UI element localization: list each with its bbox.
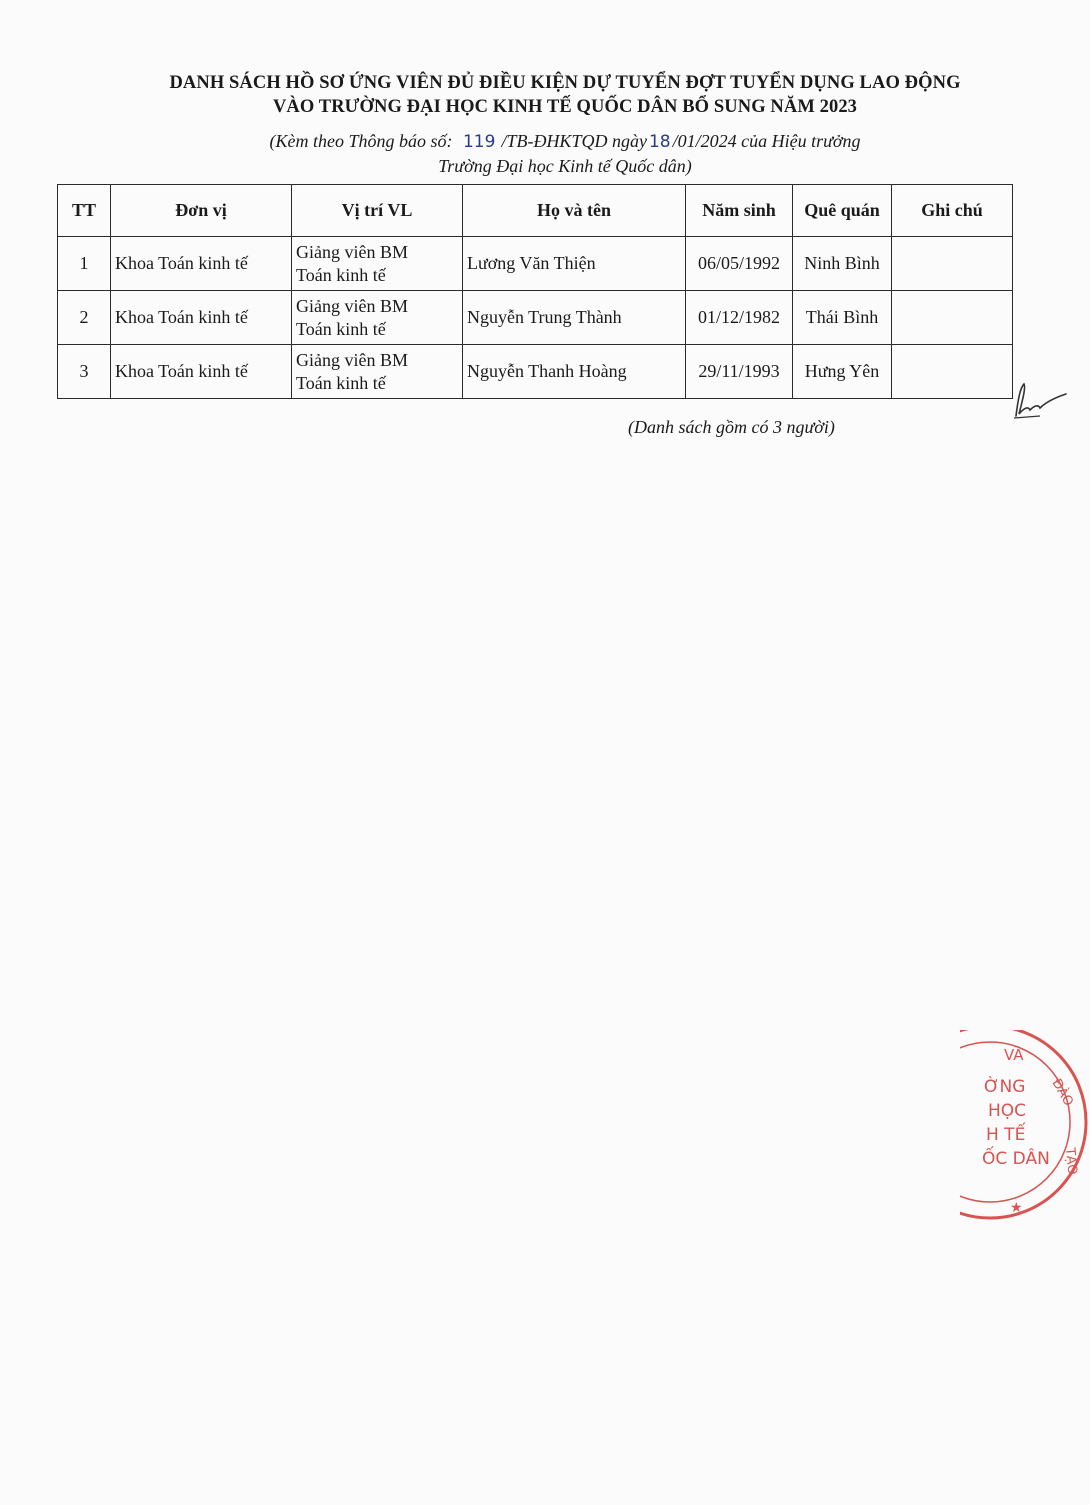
table-row [58, 291, 1013, 345]
seal-text-hoc: HỌC [988, 1101, 1027, 1121]
cell-tt: 3 [58, 345, 111, 399]
table-row [58, 237, 1013, 291]
col-header-tt: TT [58, 185, 111, 237]
cell-ghi-chu [892, 291, 1013, 345]
cell-ho-ten: Lương Văn Thiện [463, 237, 686, 291]
col-header-vi-tri: Vị trí VL [292, 185, 463, 237]
cell-tt: 1 [58, 237, 111, 291]
cell-ghi-chu [892, 237, 1013, 291]
cell-tt: 2 [58, 291, 111, 345]
cell-don-vi: Khoa Toán kinh tế [111, 237, 292, 291]
signature-mark [1010, 380, 1072, 420]
notice-number-handwritten: 119 [462, 132, 496, 152]
document-subtitle-line2: Trường Đại học Kinh tế Quốc dân) [438, 156, 692, 176]
table-header-row [58, 185, 1013, 237]
cell-vi-tri-line1: Giảng viên BM [296, 295, 408, 316]
cell-vi-tri-line2: Toán kinh tế [296, 318, 386, 339]
seal-text-oc-dan: ỐC DÂN [982, 1149, 1050, 1169]
cell-don-vi: Khoa Toán kinh tế [111, 345, 292, 399]
table-row [58, 345, 1013, 399]
document-title-line2: VÀO TRƯỜNG ĐẠI HỌC KINH TẾ QUỐC DÂN BỔ SUNG NĂM 2023 [272, 97, 858, 117]
seal-text-tao: TẠO [1062, 1147, 1080, 1176]
seal-star: ★ [1010, 1200, 1023, 1216]
list-count-note: (Danh sách gồm có 3 người) [628, 417, 835, 437]
document-subtitle [60, 131, 1070, 152]
cell-vi-tri-line2: Toán kinh tế [296, 264, 386, 285]
cell-ghi-chu [892, 345, 1013, 399]
col-header-que-quan: Quê quán [793, 185, 892, 237]
cell-don-vi: Khoa Toán kinh tế [111, 291, 292, 345]
cell-que-quan: Thái Bình [793, 291, 892, 345]
cell-que-quan: Ninh Bình [793, 237, 892, 291]
subtitle-mid: /TB-ĐHKTQD ngày [501, 131, 647, 151]
document-title-line1: DANH SÁCH HỒ SƠ ỨNG VIÊN ĐỦ ĐIỀU KIỆN DỰ TUYỂN ĐỢT TUYỂN DỤNG LAO ĐỘNG [169, 73, 961, 93]
col-header-don-vi: Đơn vị [111, 185, 292, 237]
official-seal [960, 1030, 1090, 1230]
col-header-nam-sinh: Năm sinh [686, 185, 793, 237]
subtitle-suffix: /01/2024 của Hiệu trưởng [672, 131, 861, 151]
cell-nam-sinh: 06/05/1992 [686, 237, 793, 291]
seal-text-va: VÀ [1004, 1046, 1024, 1064]
col-header-ghi-chu: Ghi chú [892, 185, 1013, 237]
cell-vi-tri-line1: Giảng viên BM [296, 349, 408, 370]
seal-text-dao: ĐÀO [1048, 1076, 1076, 1109]
cell-que-quan: Hưng Yên [793, 345, 892, 399]
col-header-ho-ten: Họ và tên [463, 185, 686, 237]
candidate-table [57, 184, 1013, 399]
subtitle-prefix: (Kèm theo Thông báo số: [269, 131, 453, 151]
notice-day-handwritten: 18 [648, 132, 671, 152]
cell-vi-tri-line2: Toán kinh tế [296, 372, 386, 393]
cell-vi-tri [292, 237, 463, 291]
cell-vi-tri [292, 345, 463, 399]
cell-nam-sinh: 01/12/1982 [686, 291, 793, 345]
cell-nam-sinh: 29/11/1993 [686, 345, 793, 399]
seal-text-h-te: H TẾ [986, 1125, 1026, 1145]
seal-text-uong: ỜNG [984, 1077, 1026, 1097]
cell-vi-tri [292, 291, 463, 345]
cell-ho-ten: Nguyễn Thanh Hoàng [463, 345, 686, 399]
cell-vi-tri-line1: Giảng viên BM [296, 241, 408, 262]
cell-ho-ten: Nguyễn Trung Thành [463, 291, 686, 345]
